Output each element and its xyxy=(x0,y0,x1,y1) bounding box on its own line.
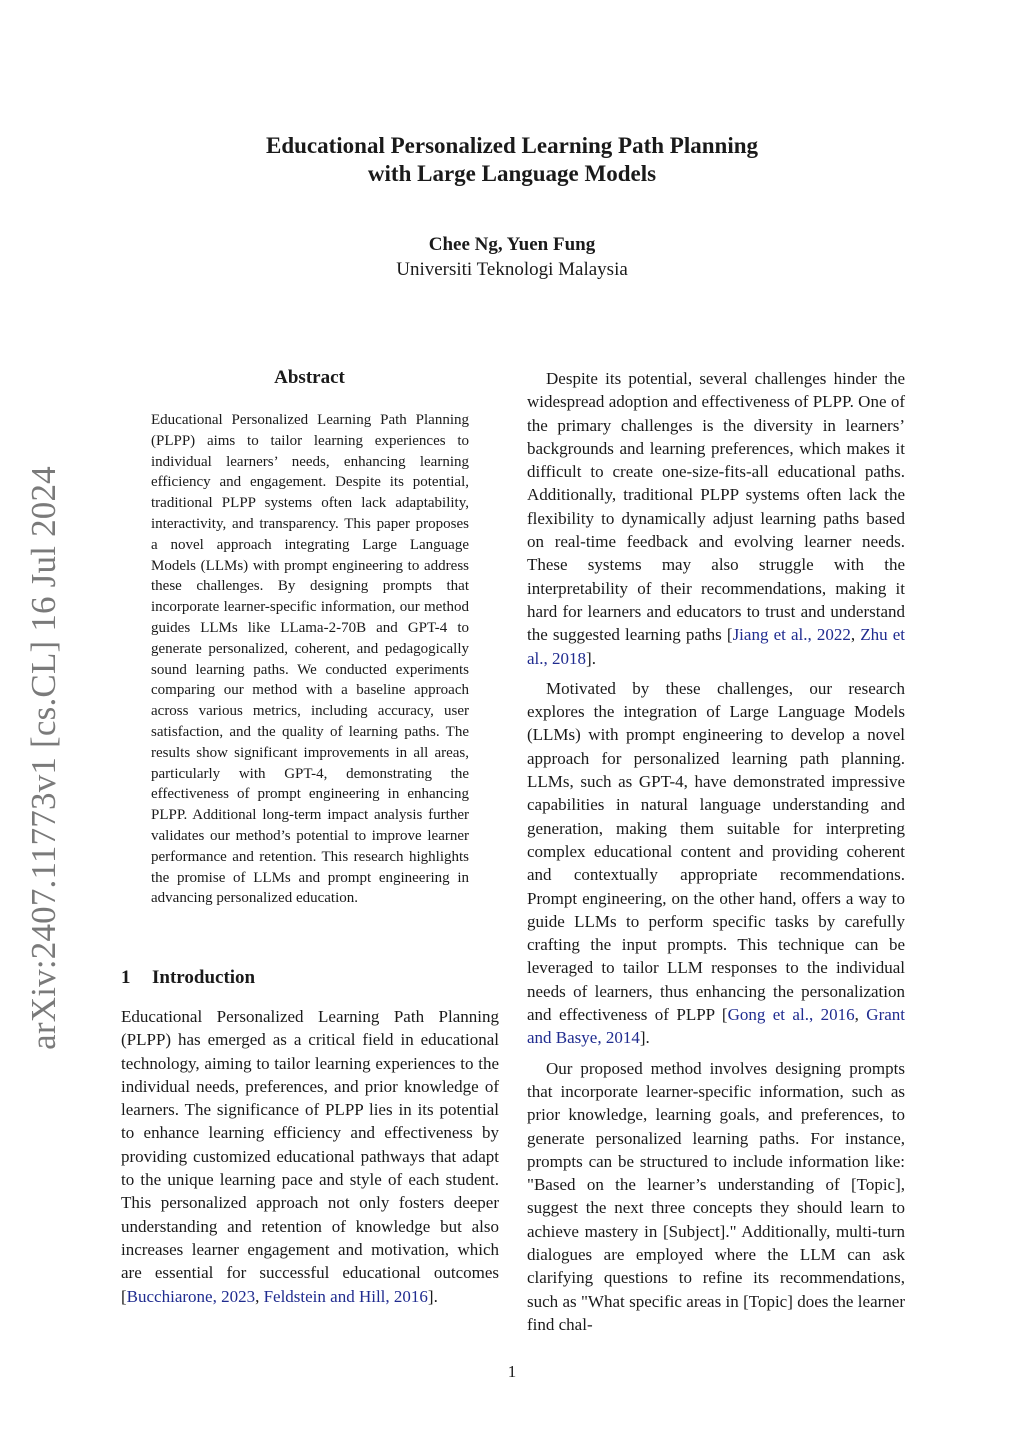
right-paragraph-1 xyxy=(527,367,905,670)
citation-close: ]. xyxy=(427,1286,438,1306)
arxiv-stamp xyxy=(0,0,90,1448)
arxiv-id: arXiv:2407.11773v1 [cs.CL] 16 Jul 2024 xyxy=(24,466,63,1050)
intro-paragraph-1 xyxy=(121,1005,499,1308)
author-names: Chee Ng, Yuen Fung xyxy=(428,234,596,255)
right-p3-text: Our proposed method involves designing prompts that incorporate learner-specific information, such as prior knowledge, learning goals, and preferences, to generate personalized learning paths. For instance, prompts can be structured to include information like: "Based on the learner’s understanding of [Topic], suggest the next three concepts they should learn to achieve mastery in [Subject]." Additionally, multi-turn dialogues are employed where the LLM can ask clarifying questions to refine its recommendations, such as "What specific areas in [Topic] does the learner find chal- xyxy=(527,1058,905,1334)
citation-zhu-2018[interactable]: Zhu et al., 2018 xyxy=(527,625,906,668)
right-paragraph-3 xyxy=(527,1057,905,1337)
right-p2-text: Motivated by these challenges, our research explores the integration of Large Language Models (LLMs) with prompt engineering to develop a novel approach for personalized learning path planning. LLMs, such as GPT-4, have demonstrated impressive capabilities in natural language understanding and generation, making them suitable for interpreting complex educational content and providing coherent and contextually appropriate recommendations. Prompt engineering, on the other hand, offers a way to guide LLMs to perform specific tasks by carefully crafting the input prompts. This technique can be leveraged to tailor LLM responses to the individual needs of learners, thus enhancing the personalization and effectiveness of PLPP [ xyxy=(527,678,905,1025)
title-line-1: Educational Personalized Learning Path Planning xyxy=(266,133,758,158)
citation-separator: , xyxy=(255,1286,264,1306)
citation-gong-2016[interactable]: Gong et al., 2016 xyxy=(727,1005,855,1025)
paper-title xyxy=(180,132,844,188)
citation-separator: , xyxy=(850,625,861,645)
right-paragraph-2 xyxy=(527,677,905,1050)
abstract-heading: Abstract xyxy=(274,367,345,388)
right-p1-text: Despite its potential, several challenges hinder the widespread adoption and effectiveness of PLPP. One of the primary challenges is the diversity in learners’ backgrounds and learning preferences, which makes it difficult to create one-size-fits-all educational paths. Additionally, traditional PLPP systems often lack the flexibility to dynamically adjust learning paths based on real-time feedback and evolving learner needs. These systems may also struggle with the interpretability of their recommendations, making it hard for learners and educators to trust and understand the suggested learning paths [ xyxy=(527,369,905,645)
citation-close: ]. xyxy=(586,648,596,668)
citation-close: ]. xyxy=(639,1028,650,1048)
author-affiliation: Universiti Teknologi Malaysia xyxy=(396,259,628,280)
abstract-text: Educational Personalized Learning Path Planning (PLPP) aims to tailor learning experiences to individual learners’ needs, enhancing learning efficiency and engagement. Despite its potential, traditional PLPP systems often lack adaptability, interactivity, and transparency. This paper proposes a novel approach integrating Large Language Models (LLMs) with prompt engineering to address these challenges. By designing prompts that incorporate learner-specific information, our method guides LLMs like LLama-2-70B and GPT-4 to generate personalized, coherent, and pedagogically sound learning paths. We conducted experiments comparing our method with a baseline approach across various metrics, including accuracy, user satisfaction, and the quality of learning paths. The results show significant improvements in all areas, particularly with GPT-4, demonstrating the effectiveness of prompt engineering in enhancing PLPP. Additional long-term impact analysis further validates our method’s potential to improve learner performance and retention. This research highlights the promise of LLMs and prompt engineering in advancing personalized education. xyxy=(151,412,469,907)
page-number: 1 xyxy=(507,1362,517,1381)
citation-feldstein-hill-2016[interactable]: Feldstein and Hill, 2016 xyxy=(263,1286,428,1306)
intro-p1-text: Educational Personalized Learning Path Planning (PLPP) has emerged as a critical field in educational technology, aiming to tailor learning experiences to the individual needs, preferences, and prior knowledge of learners. The significance of PLPP lies in its potential to enhance learning efficiency and effectiveness by providing customized educational pathways that adapt to the unique learning pace and style of each student. This personalized approach not only fosters deeper understanding and retention of knowledge but also increases learner engagement and motivation, which are essential for successful educational outcomes [ xyxy=(121,1007,499,1306)
section-number: 1 xyxy=(121,967,131,988)
right-column xyxy=(527,367,905,1343)
citation-separator: , xyxy=(854,1005,867,1025)
section-heading-introduction xyxy=(121,966,255,990)
section-title: Introduction xyxy=(152,967,256,988)
citation-bucchiarone-2023[interactable]: Bucchiarone, 2023 xyxy=(126,1286,256,1306)
citation-jiang-2022[interactable]: Jiang et al., 2022 xyxy=(732,625,851,645)
title-line-2: with Large Language Models xyxy=(367,161,657,186)
citation-grant-basye-2014[interactable]: Grant and Basye, 2014 xyxy=(527,1005,906,1048)
introduction-left-column xyxy=(121,1005,499,1308)
